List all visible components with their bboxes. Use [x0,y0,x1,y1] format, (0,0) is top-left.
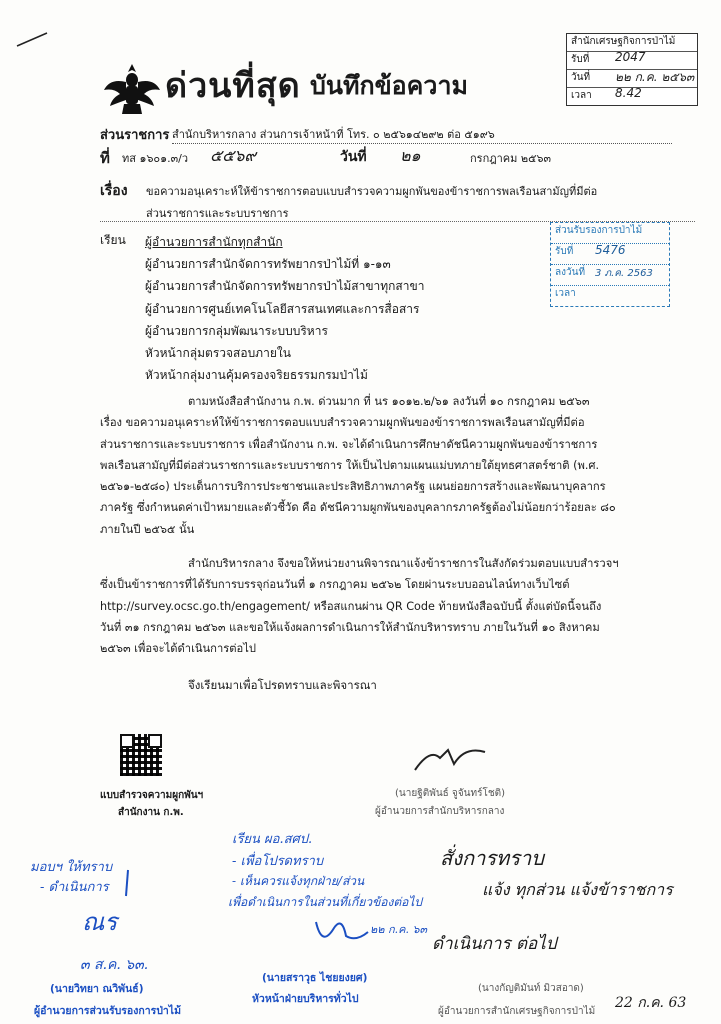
bstamp-title: ส่วนรับรองการป่าไม้ [551,223,669,244]
body-line: เรื่อง ขอความอนุเคราะห์ให้ข้าราชการตอบแบบสำรวจความผูกพันของข้าราชการพลเรือนสามัญที่มีต่อ [100,416,585,430]
ref-number: ๕๕๖๙ [210,146,257,165]
ref-label: ที่ [100,149,110,167]
body-line: ๒๕๖๑-๒๕๘๐) ประเด็นการบริการประชาชนและประสิทธิภาพภาครัฐ แผนย่อยการสร้างและพัฒนาบุคลากร [100,480,606,494]
mid-note-2: - เพื่อโปรดทราบ [232,854,324,869]
subject-line1: ขอความอนุเคราะห์ให้ข้าราชการตอบแบบสำรวจความผูกพันของข้าราชการพลเรือนสามัญที่มีต่อ [146,185,598,198]
mid-sign-name: (นายสราวุธ ไชยยงยศ) [262,972,368,984]
dept-row [100,124,690,145]
recipient-item: ผู้อำนวยการศูนย์เทคโนโลยีสารสนเทศและการสื่อสาร [145,301,420,316]
signatory-position: ผู้อำนวยการสำนักบริหารกลาง [375,806,505,817]
body-paragraph-2 [100,553,695,659]
received-stamp [566,33,698,106]
body-line: ส่วนราชการและระบบราชการ เพื่อสำนักงาน ก.พ. จะได้ดำเนินการศึกษาดัชนีความผูกพันของข้าราชการ [100,437,598,451]
department-received-stamp [550,222,670,307]
left-date: ๓ ส.ค. ๖๓. [80,957,149,973]
mid-sign-position: หัวหน้าฝ่ายบริหารทั่วไป [252,993,359,1005]
body-paragraph-1 [100,391,695,540]
ref-row [100,146,690,166]
recipient-item: ผู้อำนวยการสำนักจัดการทรัพยากรป่าไม้สาขาทุกสาขา [145,279,425,294]
right-note-2: แจ้ง ทุกส่วน แจ้งข้าราชการ [482,880,673,899]
body-line: http://survey.ocsc.go.th/engagement/ หรือสแกนผ่าน QR Code ท้ายหนังสือฉบับนี้ ตั้งแต่บัดนี้จนถึง [100,599,602,613]
ref-value: ทส ๑๖๐๑.๓/ว [122,152,189,165]
dept-label: ส่วนราชการ [100,128,170,143]
urgency-label: ด่วนที่สุด [165,66,301,106]
left-initial: ณร [82,908,118,936]
date-value: กรกฎาคม ๒๕๖๓ [470,152,551,165]
mid-note-3: - เห็นควรแจ้งทุกฝ่าย/ส่วน [232,874,365,888]
body-line: ซึ่งเป็นข้าราชการที่ได้รับการบรรจุก่อนวันที่ ๑ กรกฎาคม ๒๕๖๒ โดยผ่านระบบออนไลน์ทางเว็บไซต์ [100,578,570,592]
mid-sign-date: ๒๒ ก.ค. ๖๓ [370,923,428,936]
left-check-mark [118,868,138,898]
body-line: ภายในปี ๒๕๖๕ นั้น [100,522,195,536]
recipient-item: หัวหน้ากลุ่มตรวจสอบภายใน [145,346,291,361]
stamp-date: วันที่ ๒๒ ก.ค. ๒๕๖๓ [567,70,697,88]
right-sign-position: ผู้อำนวยการสำนักเศรษฐกิจการป่าไม้ [438,1006,596,1017]
date-label: วันที่ [340,149,367,165]
qr-caption-1: แบบสำรวจความผูกพันฯ [100,790,204,801]
left-note-1: มอบฯ ให้ทราบ [30,860,113,875]
left-sign-position: ผู้อำนวยการส่วนรับรองการป่าไม้ [34,1005,181,1017]
right-sign-name: (นางกัญติมันท์ มิวสอาด) [478,983,584,994]
signature-director [410,738,490,778]
dept-value: สำนักบริหารกลาง ส่วนการเจ้าหน้าที่ โทร. ๐ ๒๕๖๑๔๒๙๒ ต่อ ๕๑๙๖ [172,125,672,144]
right-note-3: ดำเนินการ ต่อไป [432,934,557,954]
recipient-item: ผู้อำนวยการกลุ่มพัฒนาระบบบริหาร [145,323,328,338]
mid-note-1: เรียน ผอ.สศป. [232,832,313,847]
subject-line2: ส่วนราชการและระบบราชการ [146,207,289,220]
mid-signature [312,912,372,948]
recipients-list [145,231,424,386]
left-note-2: - ดำเนินการ [40,880,109,895]
right-date: 22 ก.ค. 63 [615,995,687,1011]
garuda-emblem-icon [102,60,162,116]
qr-caption-2: สำนักงาน ก.พ. [118,807,184,818]
recipients-label: เรียน [100,233,126,247]
left-sign-name: (นายวิทยา ณวิพันธ์) [50,983,144,995]
signatory-name: (นายฐิติพันธ์ จูจันทร์โชติ) [395,788,506,799]
mid-note-4: เพื่อดำเนินการในส่วนที่เกี่ยวข้องต่อไป [228,895,423,909]
body-line: ภาครัฐ ซึ่งกำหนดค่าเป้าหมายและตัวชี้วัด คือ ดัชนีความผูกพันของบุคลากรภาครัฐต้องไม่น้อยกว่าร้อยละ ๘๐ [100,501,616,515]
right-note-1: สั่งการทราบ [440,846,544,870]
recipient-item: ผู้อำนวยการสำนักจัดการทรัพยากรป่าไม้ที่ ๑-๑๓ [145,257,391,272]
bstamp-time: เวลา [555,288,576,299]
recipient-item: ผู้อำนวยการสำนักทุกสำนัก [145,235,283,249]
body-line: สำนักบริหารกลาง จึงขอให้หน่วยงานพิจารณาแจ้งข้าราชการในสังกัดร่วมตอบแบบสำรวจฯ [188,557,619,570]
body-line: ๒๕๖๓ เพื่อจะได้ดำเนินการต่อไป [100,642,256,656]
body-line: พลเรือนสามัญที่มีต่อส่วนราชการและระบบราชการ ให้เป็นไปตามแผนแม่บทภายใต้ยุทธศาสตร์ชาติ (พ.ศ. [100,458,600,472]
stamp-received: รับที่ 2047 [567,52,697,70]
date-day: ๒๑ [400,146,421,165]
subject-label: เรื่อง [100,183,128,199]
subject-row [100,180,690,220]
bstamp-received: รับที่ 5476 [551,244,669,265]
memo-title: บันทึกข้อความ [310,71,468,100]
stamp-time: เวลา 8.42 [571,86,642,101]
pen-mark [15,30,50,50]
recipient-item: หัวหน้ากลุ่มงานคุ้มครองจริยธรรมกรมป่าไม้ [145,368,368,383]
stamp-title: สำนักเศรษฐกิจการป่าไม้ [567,34,697,52]
body-line: ตามหนังสือสำนักงาน ก.พ. ด่วนมาก ที่ นร ๑๐๑๒.๒/๖๑ ลงวันที่ ๑๐ กรกฎาคม ๒๕๖๓ [188,395,590,408]
survey-qr-code[interactable] [120,734,162,776]
body-line: วันที่ ๓๑ กรกฎาคม ๒๕๖๓ และขอให้แจ้งผลการดำเนินการให้สำนักบริหารทราบ ภายในวันที่ ๑๐ สิงหาคม [100,620,600,634]
bstamp-date: ลงวันที่ 3 ภ.ค. 2563 [551,265,669,286]
closing-line: จึงเรียนมาเพื่อโปรดทราบและพิจารณา [188,678,377,692]
